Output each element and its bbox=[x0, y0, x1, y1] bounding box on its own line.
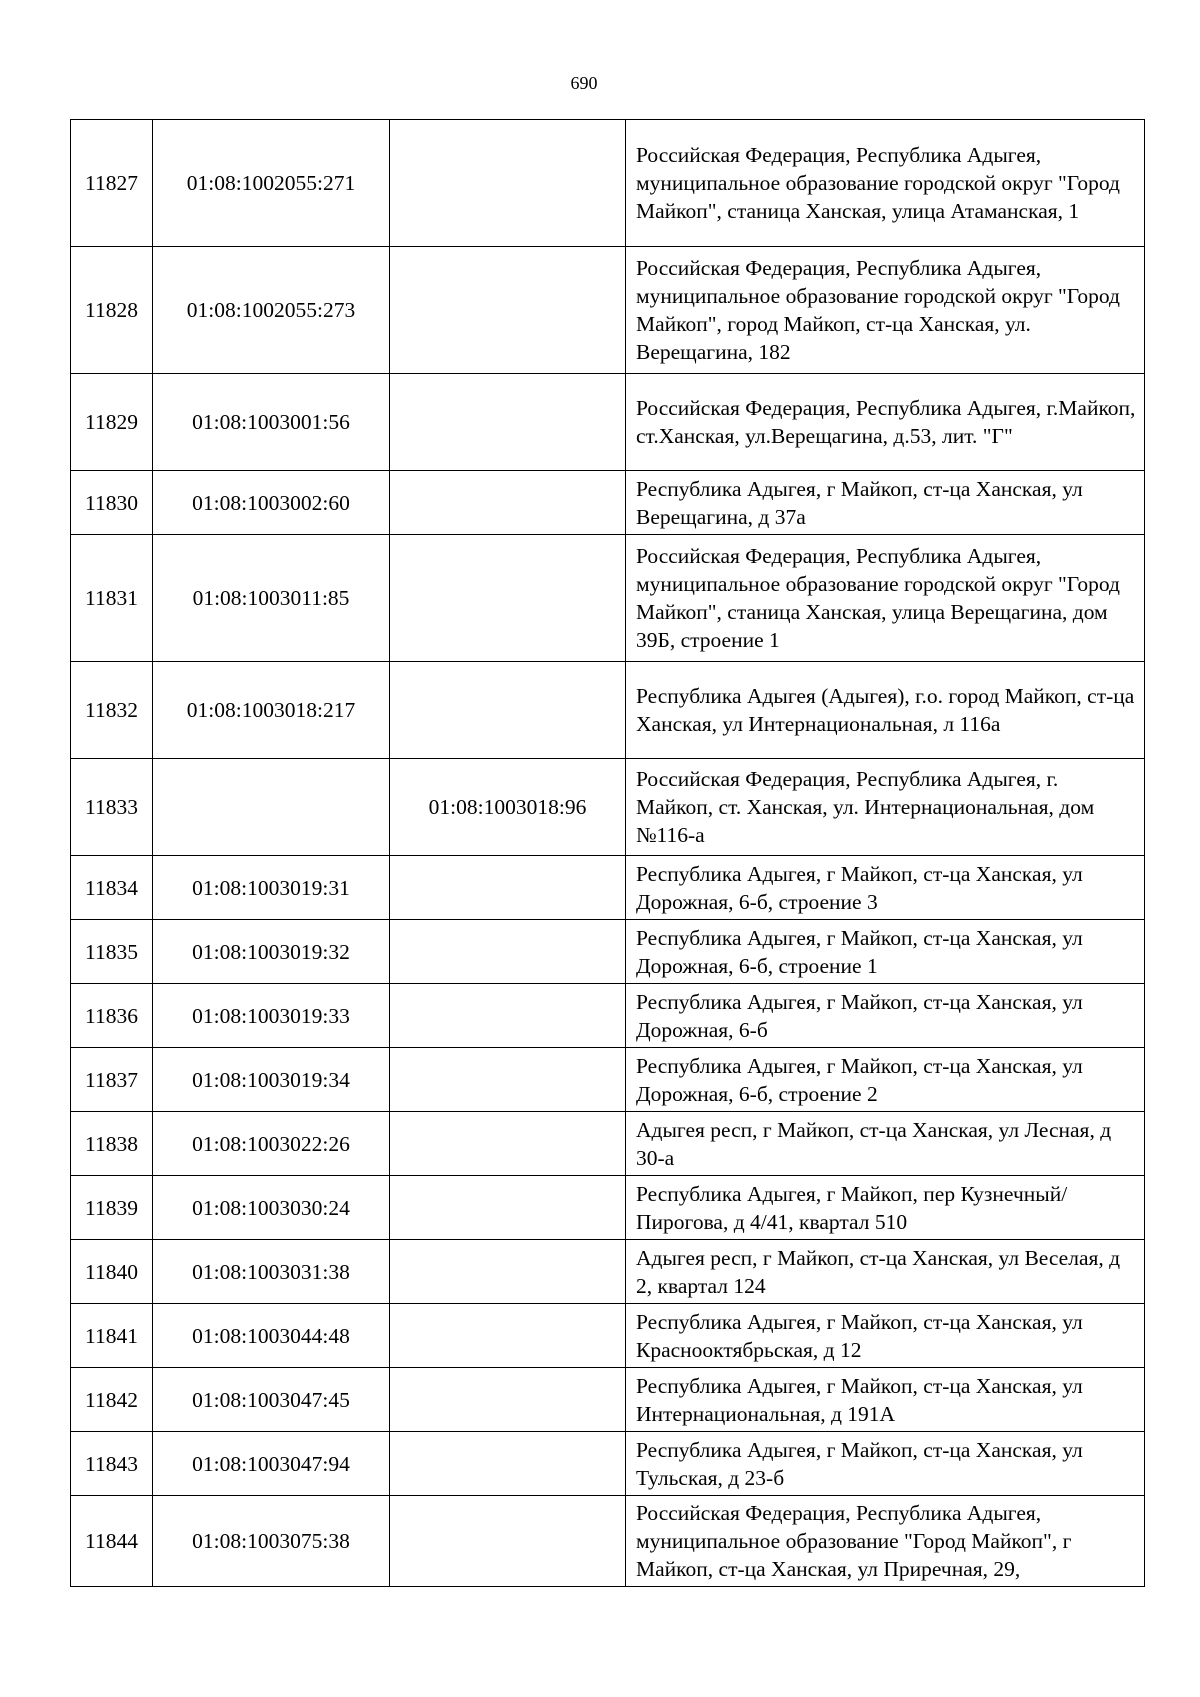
cadastral-number: 01:08:1002055:271 bbox=[153, 120, 390, 247]
row-number: 11838 bbox=[71, 1112, 153, 1176]
row-number: 11837 bbox=[71, 1048, 153, 1112]
row-number: 11830 bbox=[71, 471, 153, 535]
cadastral-number: 01:08:1003022:26 bbox=[153, 1112, 390, 1176]
row-number: 11829 bbox=[71, 374, 153, 471]
cadastral-number: 01:08:1003047:94 bbox=[153, 1432, 390, 1496]
parent-cadastral-number bbox=[390, 984, 626, 1048]
row-number: 11832 bbox=[71, 662, 153, 759]
page-number: 690 bbox=[570, 73, 598, 93]
cadastral-number: 01:08:1003019:33 bbox=[153, 984, 390, 1048]
table-row bbox=[71, 920, 1145, 984]
address: Российская Федерация, Республика Адыгея, муниципальное образование городской округ "Город Майкоп", станица Ханская, улица Верещагина, дом 39Б, строение 1 bbox=[626, 535, 1145, 662]
parent-cadastral-number bbox=[390, 471, 626, 535]
table-row bbox=[71, 1368, 1145, 1432]
address: Адыгея респ, г Майкоп, ст-ца Ханская, ул Лесная, д 30-а bbox=[626, 1112, 1145, 1176]
parent-cadastral-number bbox=[390, 1368, 626, 1432]
cadastral-number: 01:08:1003031:38 bbox=[153, 1240, 390, 1304]
table-row bbox=[71, 247, 1145, 374]
row-number: 11833 bbox=[71, 759, 153, 856]
parent-cadastral-number bbox=[390, 662, 626, 759]
parent-cadastral-number bbox=[390, 1048, 626, 1112]
cadastral-number: 01:08:1003044:48 bbox=[153, 1304, 390, 1368]
row-number: 11831 bbox=[71, 535, 153, 662]
table-row bbox=[71, 535, 1145, 662]
address: Адыгея респ, г Майкоп, ст-ца Ханская, ул Веселая, д 2, квартал 124 bbox=[626, 1240, 1145, 1304]
cadastral-number: 01:08:1003011:85 bbox=[153, 535, 390, 662]
table-row bbox=[71, 1240, 1145, 1304]
cadastral-number: 01:08:1003002:60 bbox=[153, 471, 390, 535]
table-row bbox=[71, 856, 1145, 920]
parent-cadastral-number bbox=[390, 374, 626, 471]
cadastral-number: 01:08:1003019:32 bbox=[153, 920, 390, 984]
address: Республика Адыгея, г Майкоп, ст-ца Ханская, ул Верещагина, д 37а bbox=[626, 471, 1145, 535]
parent-cadastral-number bbox=[390, 1240, 626, 1304]
table-row bbox=[71, 1048, 1145, 1112]
table-row bbox=[71, 984, 1145, 1048]
parent-cadastral-number bbox=[390, 920, 626, 984]
row-number: 11827 bbox=[71, 120, 153, 247]
address: Республика Адыгея, г Майкоп, ст-ца Ханская, ул Дорожная, 6-б, строение 2 bbox=[626, 1048, 1145, 1112]
parent-cadastral-number bbox=[390, 1432, 626, 1496]
parent-cadastral-number bbox=[390, 535, 626, 662]
parent-cadastral-number bbox=[390, 247, 626, 374]
table-row bbox=[71, 120, 1145, 247]
cadastral-number: 01:08:1003019:31 bbox=[153, 856, 390, 920]
table-row bbox=[71, 1304, 1145, 1368]
address: Российская Федерация, Республика Адыгея, муниципальное образование городской округ "Город Майкоп", город Майкоп, ст-ца Ханская, ул. Верещагина, 182 bbox=[626, 247, 1145, 374]
address: Российская Федерация, Республика Адыгея, г. Майкоп, ст. Ханская, ул. Интернациональная, дом №116-а bbox=[626, 759, 1145, 856]
address: Республика Адыгея, г Майкоп, ст-ца Ханская, ул Дорожная, 6-б, строение 1 bbox=[626, 920, 1145, 984]
address: Республика Адыгея, г Майкоп, ст-ца Ханская, ул Дорожная, 6-б, строение 3 bbox=[626, 856, 1145, 920]
cadastral-number: 01:08:1003001:56 bbox=[153, 374, 390, 471]
table-row bbox=[71, 374, 1145, 471]
address: Российская Федерация, Республика Адыгея, муниципальное образование "Город Майкоп", г Майкоп, ст-ца Ханская, ул Приречная, 29, bbox=[626, 1496, 1145, 1587]
registry-table-body bbox=[71, 120, 1145, 1587]
cadastral-number: 01:08:1002055:273 bbox=[153, 247, 390, 374]
parent-cadastral-number bbox=[390, 856, 626, 920]
address: Республика Адыгея (Адыгея), г.о. город Майкоп, ст-ца Ханская, ул Интернациональная, л 116а bbox=[626, 662, 1145, 759]
address: Республика Адыгея, г Майкоп, ст-ца Ханская, ул Тульская, д 23-б bbox=[626, 1432, 1145, 1496]
row-number: 11839 bbox=[71, 1176, 153, 1240]
cadastral-number: 01:08:1003018:217 bbox=[153, 662, 390, 759]
parent-cadastral-number bbox=[390, 1304, 626, 1368]
table-row bbox=[71, 759, 1145, 856]
table-row bbox=[71, 471, 1145, 535]
row-number: 11841 bbox=[71, 1304, 153, 1368]
cadastral-number: 01:08:1003019:34 bbox=[153, 1048, 390, 1112]
row-number: 11835 bbox=[71, 920, 153, 984]
table-row bbox=[71, 1112, 1145, 1176]
cadastral-number: 01:08:1003047:45 bbox=[153, 1368, 390, 1432]
parent-cadastral-number: 01:08:1003018:96 bbox=[390, 759, 626, 856]
row-number: 11828 bbox=[71, 247, 153, 374]
parent-cadastral-number bbox=[390, 1176, 626, 1240]
cadastral-number bbox=[153, 759, 390, 856]
address: Республика Адыгея, г Майкоп, ст-ца Ханская, ул Краснооктябрьская, д 12 bbox=[626, 1304, 1145, 1368]
table-row bbox=[71, 1432, 1145, 1496]
table-row bbox=[71, 662, 1145, 759]
address: Республика Адыгея, г Майкоп, ст-ца Ханская, ул Интернациональная, д 191А bbox=[626, 1368, 1145, 1432]
address: Российская Федерация, Республика Адыгея, муниципальное образование городской округ "Город Майкоп", станица Ханская, улица Атаманская, 1 bbox=[626, 120, 1145, 247]
parent-cadastral-number bbox=[390, 120, 626, 247]
parent-cadastral-number bbox=[390, 1496, 626, 1587]
row-number: 11843 bbox=[71, 1432, 153, 1496]
address: Российская Федерация, Республика Адыгея, г.Майкоп, ст.Ханская, ул.Верещагина, д.53, лит. "Г" bbox=[626, 374, 1145, 471]
address: Республика Адыгея, г Майкоп, пер Кузнечный/Пирогова, д 4/41, квартал 510 bbox=[626, 1176, 1145, 1240]
row-number: 11844 bbox=[71, 1496, 153, 1587]
row-number: 11840 bbox=[71, 1240, 153, 1304]
registry-table bbox=[70, 119, 1145, 1587]
table-row bbox=[71, 1496, 1145, 1587]
address: Республика Адыгея, г Майкоп, ст-ца Ханская, ул Дорожная, 6-б bbox=[626, 984, 1145, 1048]
parent-cadastral-number bbox=[390, 1112, 626, 1176]
row-number: 11842 bbox=[71, 1368, 153, 1432]
row-number: 11834 bbox=[71, 856, 153, 920]
cadastral-number: 01:08:1003075:38 bbox=[153, 1496, 390, 1587]
row-number: 11836 bbox=[71, 984, 153, 1048]
table-row bbox=[71, 1176, 1145, 1240]
cadastral-number: 01:08:1003030:24 bbox=[153, 1176, 390, 1240]
